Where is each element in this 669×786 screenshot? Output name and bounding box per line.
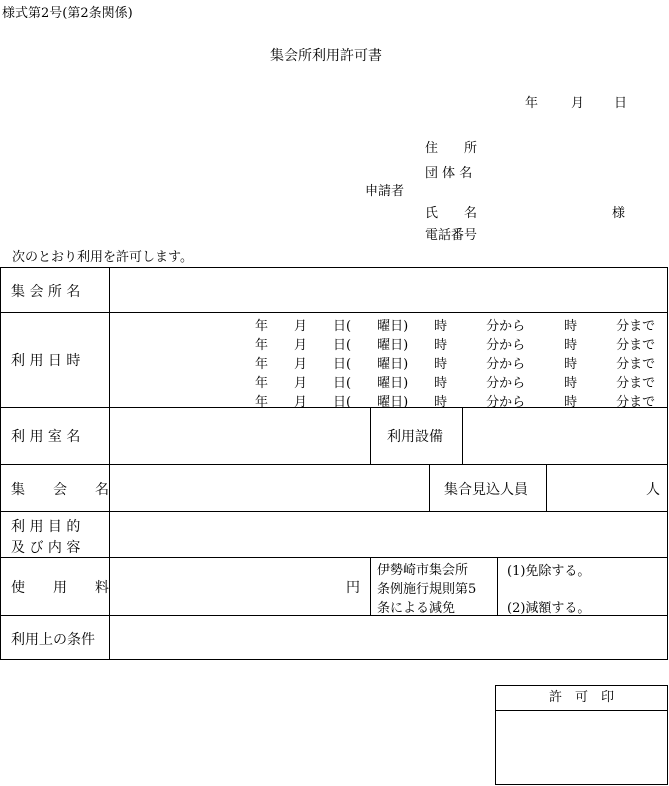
exemption-label-2: 条例施行規則第5 (377, 582, 477, 597)
datetime-row: 年 月 日( 曜日) 時 分から 時 分まで (255, 357, 656, 372)
datetime-row: 年 月 日( 曜日) 時 分から 時 分まで (255, 376, 656, 391)
date-day: 日 (614, 96, 628, 111)
date-month: 月 (571, 96, 585, 111)
equipment-label: 利用設備 (387, 429, 443, 445)
permission-statement: 次のとおり利用を許可します。 (12, 250, 193, 265)
meeting-name-label: 集 会 名 (11, 482, 109, 498)
exemption-option-waive: (1)免除する。 (507, 564, 591, 579)
applicant-name-label: 氏 名 (425, 206, 478, 221)
room-name-label: 利 用 室 名 (11, 429, 81, 445)
form-number: 様式第2号(第2条関係) (2, 6, 133, 21)
applicant-group-label: 団 体 名 (425, 166, 473, 181)
datetime-label: 利 用 日 時 (11, 353, 81, 369)
attendees-label: 集合見込人員 (444, 482, 528, 498)
datetime-row: 年 月 日( 曜日) 時 分から 時 分まで (255, 338, 656, 353)
fee-unit: 円 (346, 580, 360, 596)
document-title: 集会所利用許可書 (270, 48, 382, 64)
purpose-label-2: 及 び 内 容 (11, 540, 81, 556)
hall-name-label: 集 会 所 名 (11, 284, 81, 300)
fee-label: 使 用 料 (11, 580, 109, 596)
permit-table (0, 267, 668, 660)
applicant-label: 申請者 (365, 184, 405, 199)
conditions-label: 利用上の条件 (11, 632, 95, 648)
permit-stamp-label: 許 可 印 (496, 686, 667, 711)
honorific: 様 (612, 206, 626, 221)
datetime-row: 年 月 日( 曜日) 時 分から 時 分まで (255, 395, 656, 410)
exemption-label-3: 条による減免 (377, 601, 456, 616)
purpose-label: 利 用 目 的 (11, 519, 81, 535)
attendees-unit: 人 (646, 482, 660, 498)
applicant-address-label: 住 所 (425, 141, 478, 156)
exemption-option-reduce: (2)減額する。 (507, 601, 591, 616)
applicant-phone-label: 電話番号 (425, 228, 478, 243)
permit-stamp-box (495, 685, 668, 785)
date-year: 年 (525, 96, 539, 111)
exemption-label: 伊勢崎市集会所 (377, 563, 469, 578)
datetime-row: 年 月 日( 曜日) 時 分から 時 分まで (255, 319, 656, 334)
